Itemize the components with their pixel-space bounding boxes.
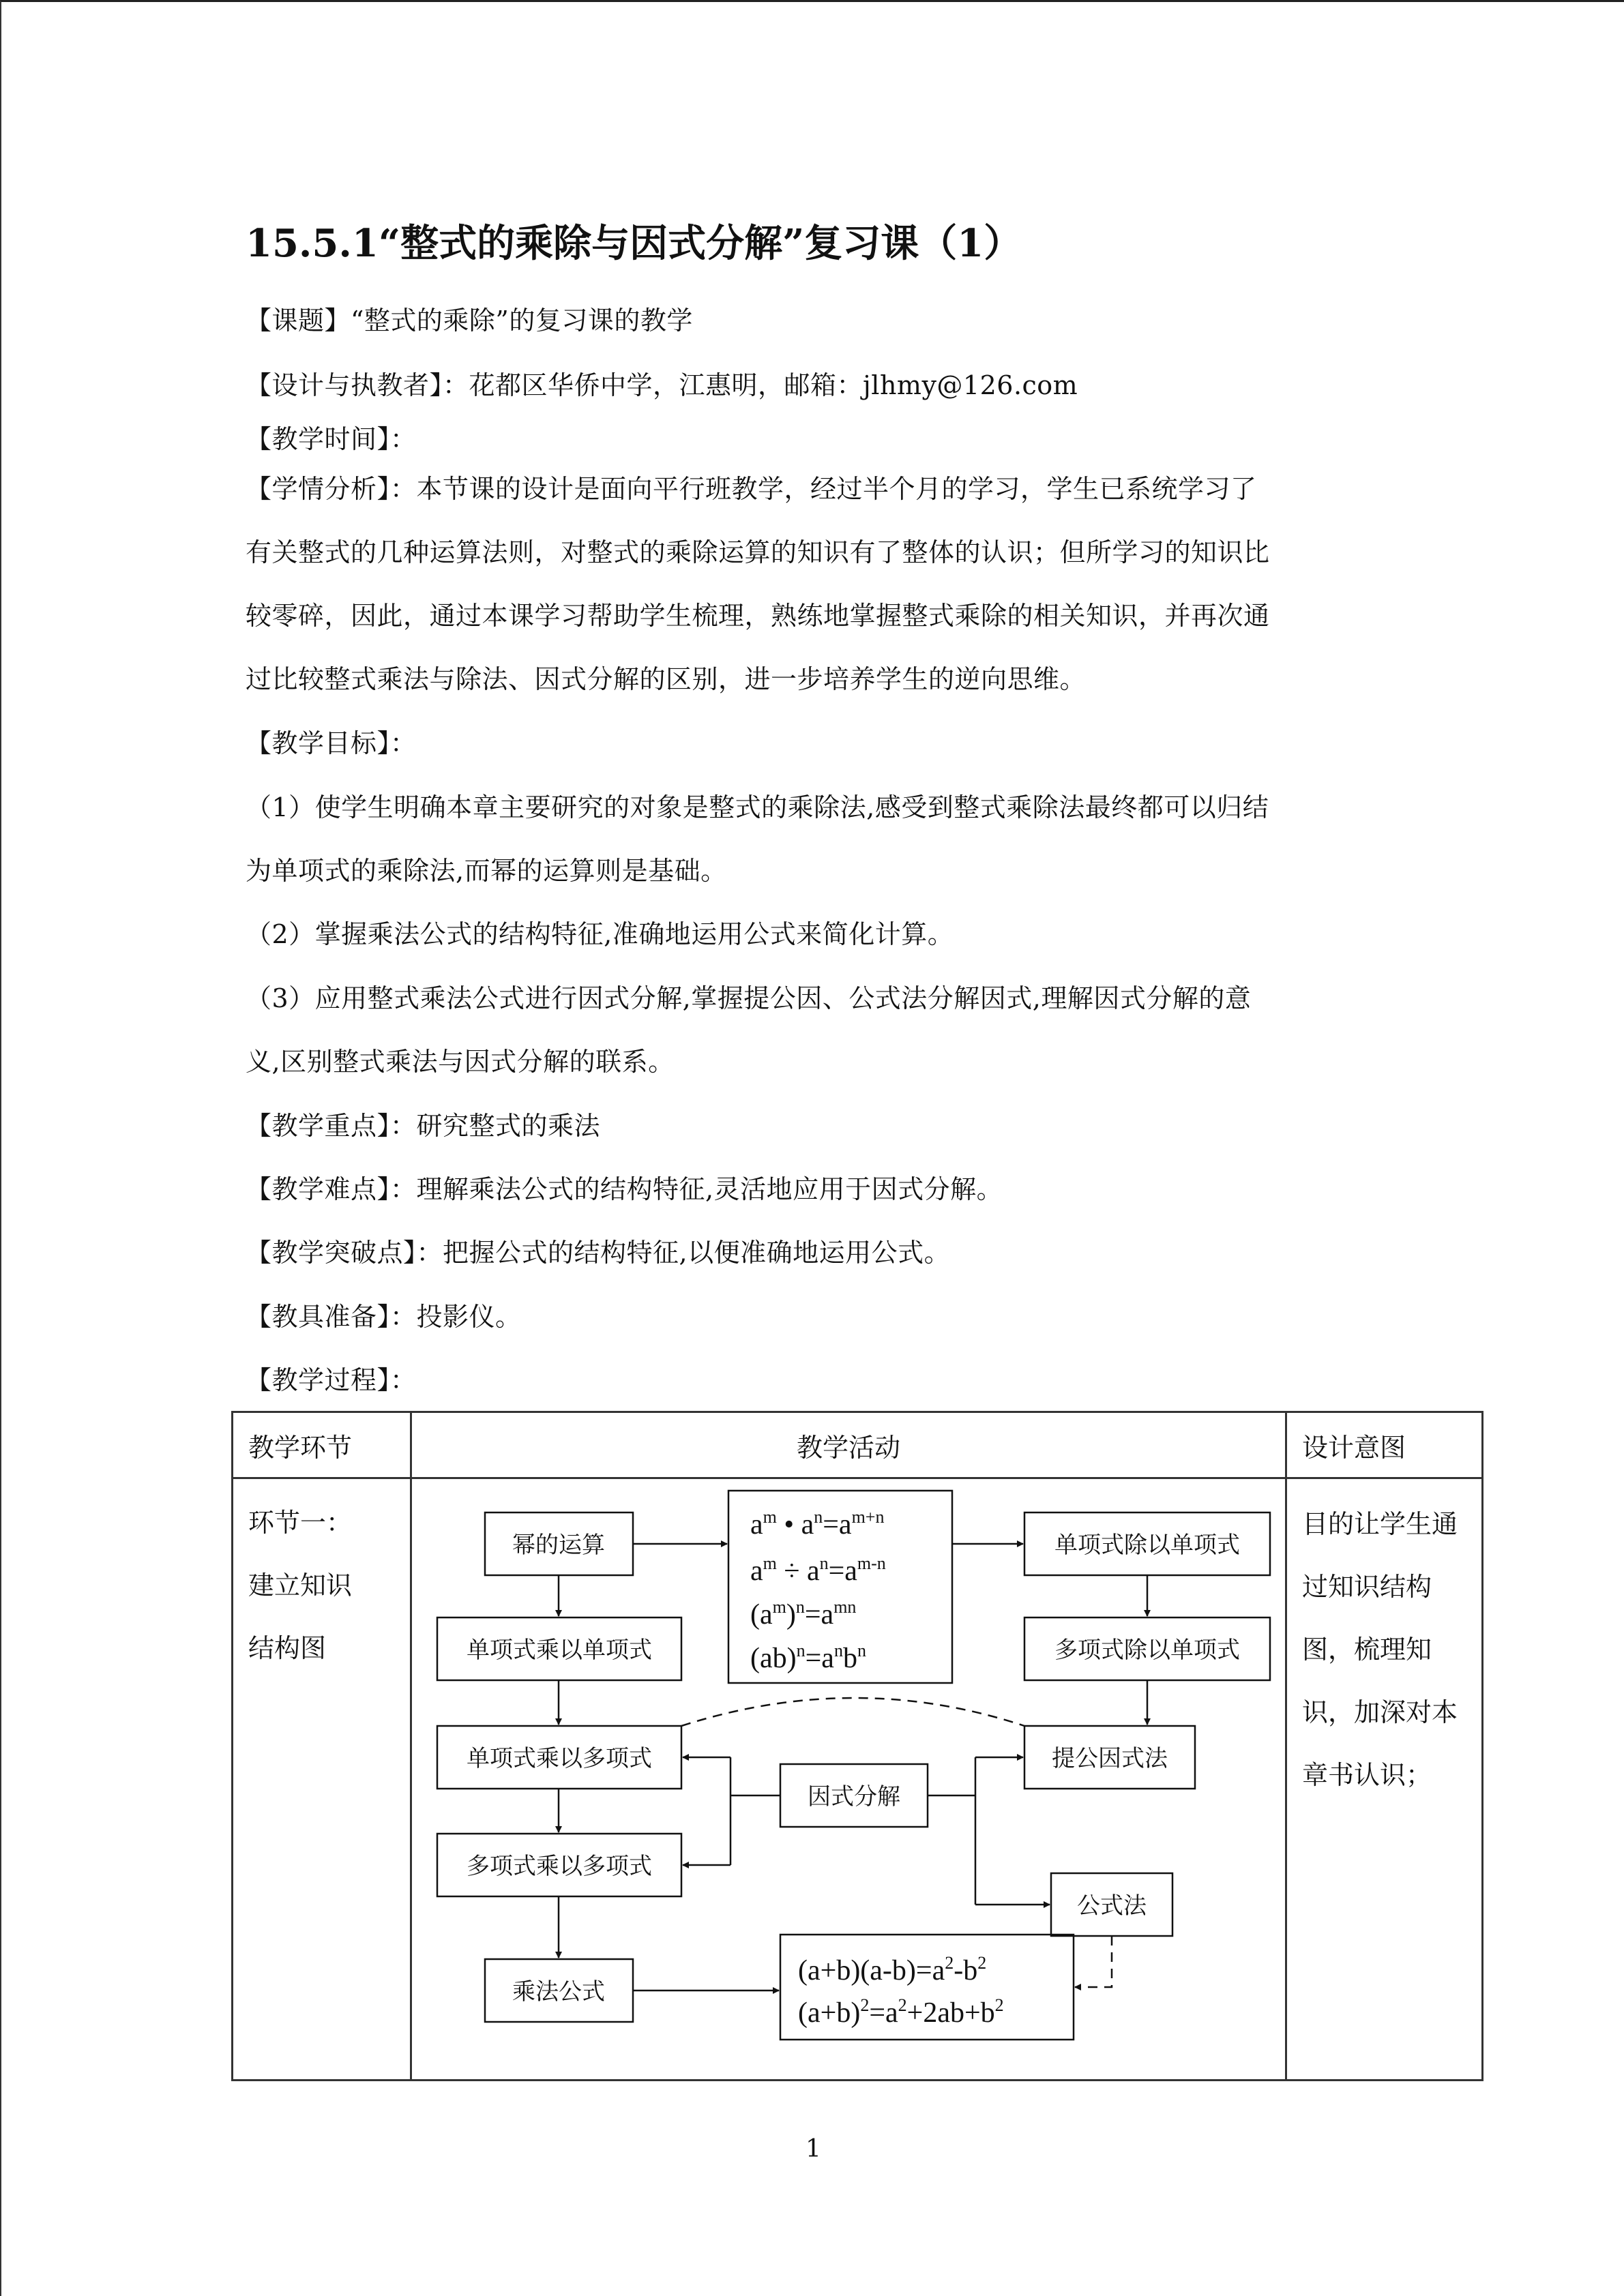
goal-1-line-1: （1）使学生明确本章主要研究的对象是整式的乘除法,感受到整式乘除法最终都可以归结 (246, 792, 1269, 822)
analysis-line-2: 有关整式的几种运算法则，对整式的乘除运算的知识有了整体的认识；但所学习的知识比 (246, 537, 1270, 567)
goal-1-line-2: 为单项式的乘除法,而幂的运算则是基础。 (246, 856, 727, 886)
label-common-factor: 提公因式法 (1052, 1745, 1168, 1772)
intent-cell: 目的让学生通过知识结构图，梳理知识，加深对本章书认识； (1286, 1478, 1483, 2081)
dashed-link-formulamethod-formulas (1075, 1936, 1112, 1987)
tools-line: 【教具准备】：投影仪。 (246, 1302, 522, 1332)
designer-line: 【设计与执教者】：花都区华侨中学，江惠明，邮箱：jlhmy@126.com (246, 370, 1078, 400)
goal-3-line-2: 义,区别整式乘法与因式分解的联系。 (246, 1047, 675, 1077)
difficulty-line: 【教学难点】：理解乘法公式的结构特征,灵活地应用于因式分解。 (246, 1174, 1003, 1204)
formula-difference-of-squares: $(a+b)(a-b)=a^2-b^2$ (798, 1953, 987, 1986)
teaching-time-line: 【教学时间】： (246, 424, 417, 454)
power-rule-2: $a^m \div a^n=a^{m-n}$ (750, 1553, 886, 1587)
analysis-line-1: 【学情分析】：本节课的设计是面向平行班教学，经过半个月的学习，学生已系统学习了 (246, 474, 1257, 504)
goal-2-line: （2）掌握乘法公式的结构特征,准确地运用公式来简化计算。 (246, 919, 954, 949)
header-stage: 教学环节 (233, 1412, 411, 1478)
topic-line: 【课题】“整式的乘除”的复习课的教学 (246, 305, 693, 336)
analysis-line-3: 较零碎，因此，通过本课学习帮助学生梳理，熟练地掌握整式乘除的相关知识，并再次通 (246, 601, 1270, 631)
label-mono-x-poly: 单项式乘以多项式 (467, 1745, 652, 1772)
table-row (233, 1478, 1483, 2081)
process-table (231, 1411, 1483, 2081)
goals-heading: 【教学目标】： (246, 728, 417, 758)
header-activity: 教学活动 (411, 1412, 1286, 1478)
label-mono-div-mono: 单项式除以单项式 (1054, 1532, 1240, 1559)
page-number: 1 (806, 2135, 821, 2163)
label-mult-formula: 乘法公式 (512, 1978, 605, 2006)
page-title: 15.5.1“整式的乘除与因式分解”复习课（1） (246, 221, 1022, 266)
goal-3-line-1: （3）应用整式乘法公式进行因式分解,掌握提公因、公式法分解因式,理解因式分解的意 (246, 983, 1252, 1013)
dashed-link-monopoly-commonfactor (681, 1698, 1024, 1726)
label-power-ops: 幂的运算 (512, 1532, 605, 1559)
knowledge-diagram-cell (411, 1478, 1286, 2081)
key-point-line: 【教学重点】：研究整式的乘法 (246, 1111, 601, 1141)
knowledge-structure-diagram (412, 1479, 1320, 2066)
power-rule-4: $(ab)^n=a^nb^n$ (750, 1641, 866, 1674)
stage-line-1: 环节一： (248, 1508, 353, 1538)
power-rule-3: $(a^m)^n=a^{mn}$ (750, 1597, 857, 1630)
stage-line-3: 结构图 (248, 1633, 327, 1663)
label-poly-x-poly: 多项式乘以多项式 (467, 1853, 652, 1880)
breakthrough-line: 【教学突破点】：把握公式的结构特征,以便准确地运用公式。 (246, 1238, 951, 1268)
analysis-line-4: 过比较整式乘法与除法、因式分解的区别，进一步培养学生的逆向思维。 (246, 664, 1087, 694)
formula-perfect-square: $(a+b)^2=a^2+2ab+b^2$ (798, 1995, 1004, 2029)
process-heading: 【教学过程】： (246, 1365, 417, 1395)
table-header-row (233, 1412, 1483, 1478)
label-poly-div-mono: 多项式除以单项式 (1054, 1637, 1240, 1664)
label-factorization: 因式分解 (808, 1783, 900, 1810)
stage-line-2: 建立知识 (248, 1570, 353, 1600)
stage-cell (233, 1478, 411, 2081)
label-formula-method: 公式法 (1077, 1892, 1147, 1920)
label-mono-x-mono: 单项式乘以单项式 (467, 1637, 652, 1664)
header-intent: 设计意图 (1286, 1412, 1483, 1478)
power-rule-1: $a^m$ • $a^n=a^{m+n}$ (750, 1507, 885, 1540)
